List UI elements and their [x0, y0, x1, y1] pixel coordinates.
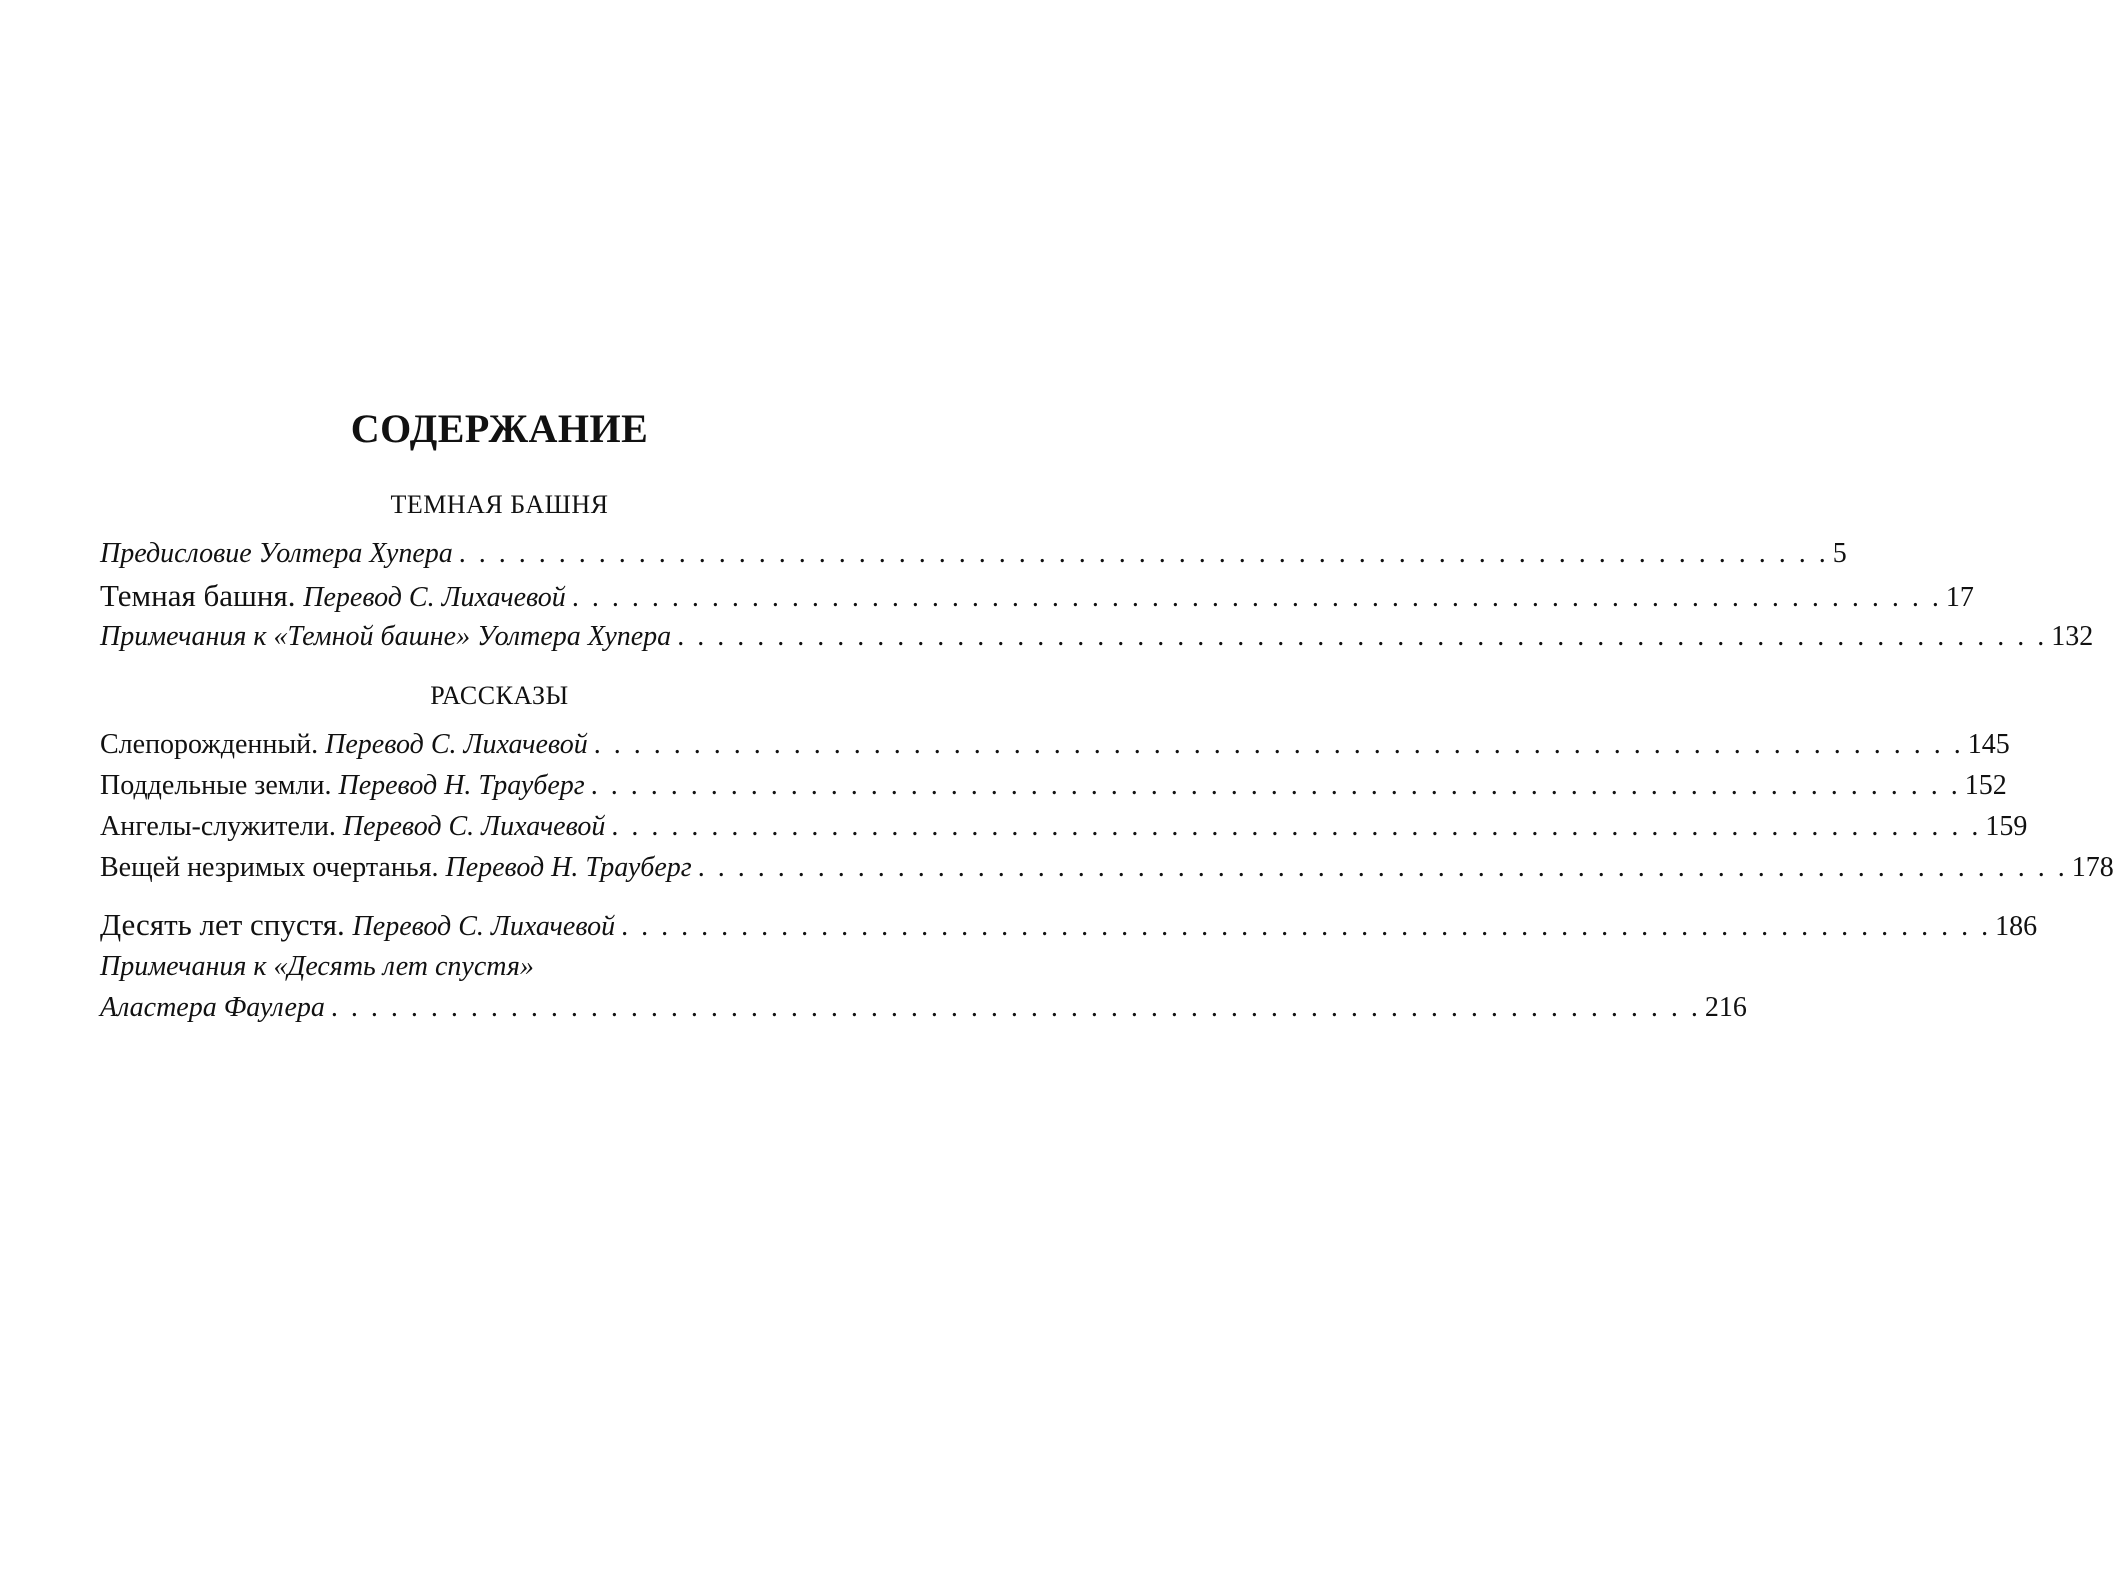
dot-leader: . . . . . . . . . . . . . . . . . . . . . . . . . . . . . . . . . . . . . . . . . . . . . . . . . . . . . . . . . . . . . . . . . . . . .: [593, 729, 1964, 760]
entry-title: Темная башня.: [100, 578, 304, 613]
toc-entry[interactable]: [100, 725, 2010, 765]
entry-title: Вещей незримых очертанья.: [100, 852, 446, 883]
dot-leader: . . . . . . . . . . . . . . . . . . . . . . . . . . . . . . . . . . . . . . . . . . . . . . . . . . . . . . . . . . . . . . . . . . . . .: [590, 770, 1961, 801]
toc-entry[interactable]: [100, 576, 1974, 616]
page-number: 152: [1964, 770, 2007, 801]
page-number: 159: [1985, 811, 2028, 842]
toc-entry[interactable]: [100, 807, 2028, 847]
page-number: 132: [2051, 621, 2094, 652]
entry-translator: Перевод Н. Трауберг: [445, 852, 692, 883]
dot-leader: . . . . . . . . . . . . . . . . . . . . . . . . . . . . . . . . . . . . . . . . . . . . . . . . . . . . . . . . . . . . . . . . . . . . .: [458, 538, 1829, 569]
dot-leader: . . . . . . . . . . . . . . . . . . . . . . . . . . . . . . . . . . . . . . . . . . . . . . . . . . . . . . . . . . . . . . . . . . . . .: [621, 911, 1992, 942]
dot-leader: . . . . . . . . . . . . . . . . . . . . . . . . . . . . . . . . . . . . . . . . . . . . . . . . . . . . . . . . . . . . . . . . . . . . .: [697, 852, 2068, 883]
entry-title-line1[interactable]: Примечания к «Десять лет спустя»: [100, 951, 534, 982]
toc-entry[interactable]: [100, 617, 2094, 657]
dot-leader: . . . . . . . . . . . . . . . . . . . . . . . . . . . . . . . . . . . . . . . . . . . . . . . . . . . . . . . . . . . . . . . . . . . . .: [677, 621, 2048, 652]
entry-title: Слепорожденный.: [100, 729, 326, 760]
section-heading-dark-tower: ТЕМНАЯ БАШНЯ: [390, 490, 609, 519]
page-number: 178: [2071, 852, 2114, 883]
toc-entry[interactable]: [100, 848, 2114, 888]
entry-translator: Аластера Фаулера: [100, 992, 325, 1023]
page-title: СОДЕРЖАНИЕ: [350, 406, 649, 451]
entry-title: Поддельные земли.: [100, 770, 339, 801]
entry-translator: Примечания к «Темной башне» Уолтера Хупера: [100, 621, 672, 652]
entry-translator: Предисловие Уолтера Хупера: [100, 538, 453, 569]
page-number: 145: [1967, 729, 2010, 760]
section-heading-stories: РАССКАЗЫ: [430, 681, 569, 710]
dot-leader: . . . . . . . . . . . . . . . . . . . . . . . . . . . . . . . . . . . . . . . . . . . . . . . . . . . . . . . . . . . . . . . . . . . . .: [330, 992, 1701, 1023]
entry-title: Десять лет спустя.: [100, 907, 353, 942]
page-number: 17: [1945, 582, 1974, 613]
entry-translator: Перевод С. Лихачевой: [342, 811, 606, 842]
dot-leader: . . . . . . . . . . . . . . . . . . . . . . . . . . . . . . . . . . . . . . . . . . . . . . . . . . . . . . . . . . . . . . . . . . . . .: [571, 582, 1942, 613]
toc-entry[interactable]: [100, 766, 2007, 806]
toc-entry[interactable]: [100, 988, 1747, 1028]
toc-entry[interactable]: [100, 905, 2038, 945]
page-number: 5: [1832, 538, 1847, 569]
page-number: 216: [1704, 992, 1747, 1023]
entry-title: Ангелы-служители.: [100, 811, 343, 842]
entry-translator: Перевод С. Лихачевой: [303, 582, 566, 613]
dot-leader: . . . . . . . . . . . . . . . . . . . . . . . . . . . . . . . . . . . . . . . . . . . . . . . . . . . . . . . . . . . . . . . . . . . . .: [611, 811, 1982, 842]
entry-translator: Перевод С. Лихачевой: [352, 911, 616, 942]
entry-translator: Перевод Н. Трауберг: [338, 770, 585, 801]
toc-entry[interactable]: [100, 534, 1847, 574]
page-number: 186: [1995, 911, 2038, 942]
entry-translator: Перевод С. Лихачевой: [325, 729, 588, 760]
